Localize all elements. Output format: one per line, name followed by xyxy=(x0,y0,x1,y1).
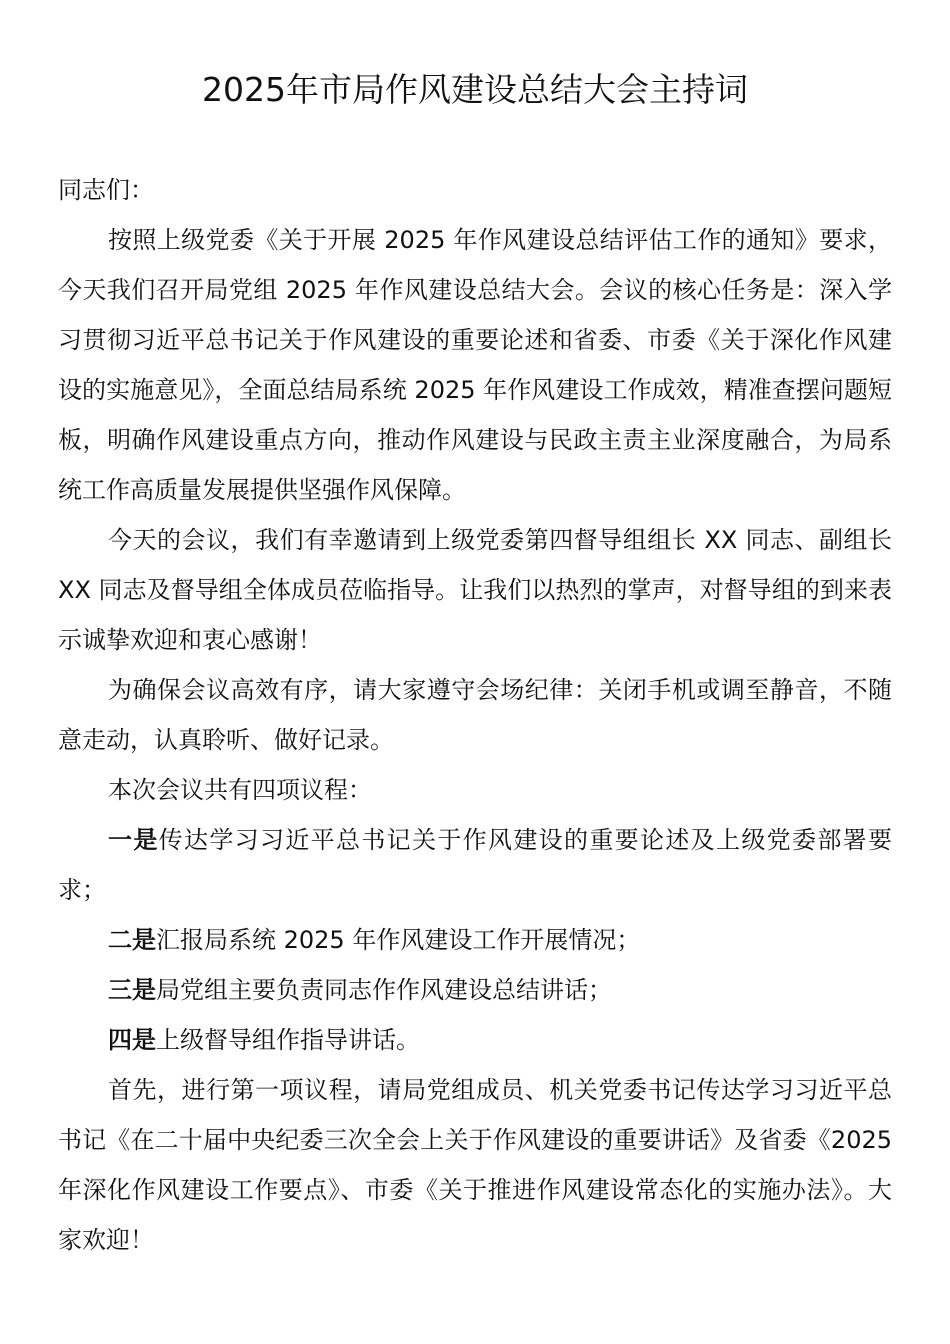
agenda-text: 汇报局系统 2025 年作风建设工作开展情况； xyxy=(156,926,641,954)
document-body xyxy=(58,165,892,1265)
agenda-text: 上级督导组作指导讲话。 xyxy=(156,1026,420,1054)
agenda-label: 一是 xyxy=(108,826,159,854)
paragraph-welcome: 今天的会议，我们有幸邀请到上级党委第四督导组组长 XX 同志、副组长 XX 同志及督导组全体成员莅临指导。让我们以热烈的掌声，对督导组的到来表示诚挚欢迎和衷心感谢！ xyxy=(58,526,892,654)
agenda-label: 二是 xyxy=(108,926,156,954)
paragraph-agenda-intro: 本次会议共有四项议程： xyxy=(108,776,372,804)
paragraph-intro: 按照上级党委《关于开展 2025 年作风建设总结评估工作的通知》要求，今天我们召开局党组 2025 年作风建设总结大会。会议的核心任务是：深入学习贯彻习近平总书记关于作风建设的重要论述和省委、市委《关于深化作风建设的实施意见》，全面总结局系统 2025 年作风建设工作成效，精准查摆问题短板，明确作风建设重点方向，推动作风建设与民政主责主业深度融合，为局系统工作高质量发展提供坚强作风保障。 xyxy=(58,226,892,504)
agenda-label: 三是 xyxy=(108,976,156,1004)
agenda-item-3 xyxy=(58,965,892,1015)
agenda-text: 传达学习习近平总书记关于作风建设的重要论述及上级党委部署要求； xyxy=(58,826,893,904)
agenda-item-4 xyxy=(58,1015,892,1065)
salutation: 同志们： xyxy=(58,176,154,204)
agenda-item-2 xyxy=(58,915,892,965)
document-title: 2025年市局作风建设总结大会主持词 xyxy=(202,70,748,109)
agenda-item-1 xyxy=(58,815,892,915)
paragraph-closing: 首先，进行第一项议程，请局党组成员、机关党委书记传达学习习近平总书记《在二十届中央纪委三次全会上关于作风建设的重要讲话》及省委《2025 年深化作风建设工作要点》、市委《关于推进作风建设常态化的实施办法》。大家欢迎！ xyxy=(58,1076,892,1254)
agenda-label: 四是 xyxy=(108,1026,156,1054)
paragraph-discipline: 为确保会议高效有序，请大家遵守会场纪律：关闭手机或调至静音，不随意走动，认真聆听、做好记录。 xyxy=(58,676,892,754)
agenda-text: 局党组主要负责同志作作风建设总结讲话； xyxy=(156,976,612,1004)
